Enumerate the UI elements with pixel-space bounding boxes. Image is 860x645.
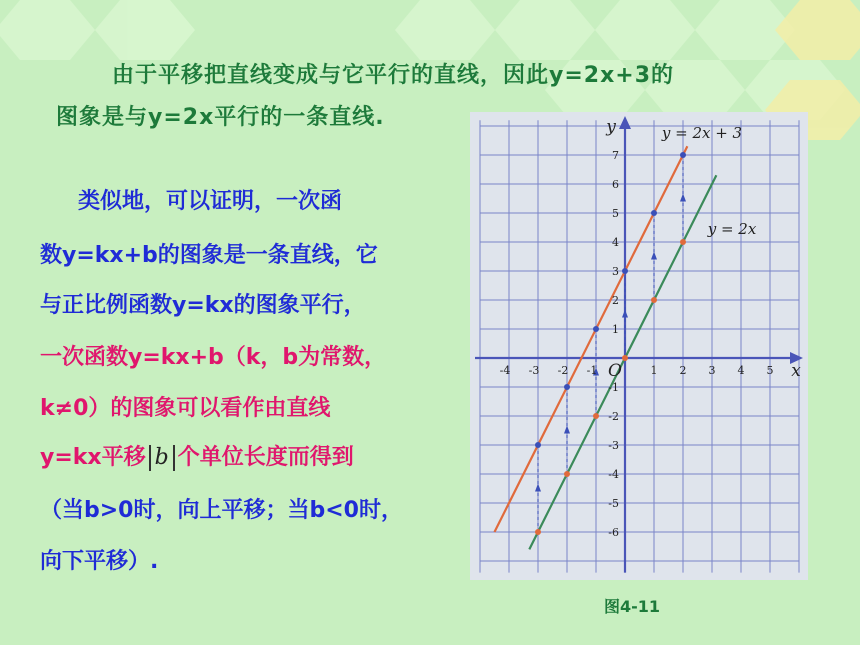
origin-label: O [608,361,622,381]
y-tick-label: 2 [612,294,619,307]
x-tick-label: -2 [557,364,569,377]
point-on-line2 [622,355,628,361]
paragraph-2-line-4: 一次函数y=kx+b（k，b为常数， [40,345,387,370]
function-graph-figure [470,112,808,580]
point-on-line2 [593,413,599,419]
point-on-line1 [651,210,657,216]
y-tick-label: -6 [608,526,619,539]
paragraph-2-line-1: 类似地，可以证明，一次函 [78,189,343,214]
y-tick-label: 4 [612,236,619,249]
x-tick-label: -3 [528,364,540,377]
y-tick-label: -3 [608,439,619,452]
line2-label: y = 2x [707,220,757,238]
paragraph-1-line-1: 由于平移把直线变成与它平行的直线，因此y=2x+3的 [112,63,675,88]
paragraph-2-line-7: （当b>0时，向上平移；当b<0时， [40,498,403,523]
figure-paper [470,112,808,580]
point-on-line2 [680,239,686,245]
y-tick-label: 5 [612,207,619,220]
y-axis-label: y [606,117,616,137]
abs-b-symbol: b [149,445,175,471]
x-tick-label: 4 [737,364,745,377]
x-tick-label: 5 [766,364,774,377]
x-tick-label: 3 [708,364,716,377]
paragraph-2-line-5: k≠0）的图象可以看作由直线 [40,396,331,421]
point-on-line2 [564,471,570,477]
y-tick-label: -2 [608,410,619,423]
y-tick-label: 1 [612,323,619,336]
x-tick-label: 1 [650,364,658,377]
y-tick-label: -4 [608,468,619,481]
point-on-line1 [593,326,599,332]
point-on-line1 [535,442,541,448]
paragraph-2-line-8: 向下平移）. [40,549,159,574]
line1-label: y = 2x + 3 [661,124,743,142]
x-tick-label: 2 [679,364,687,377]
paragraph-2-line-3: 与正比例函数y=kx的图象平行， [40,293,366,318]
x-tick-label: -1 [586,364,598,377]
paragraph-1-line-2: 图象是与y=2x平行的一条直线. [56,105,385,130]
line-6-text-c: 个单位长度而得到 [177,445,354,470]
y-tick-label: 7 [612,149,619,162]
line-6-text-a: y=kx平移 [40,445,146,470]
y-tick-label: 6 [612,178,619,191]
x-axis-label: x [791,361,801,381]
y-tick-label: -5 [608,497,619,510]
point-on-line2 [651,297,657,303]
point-on-line1 [564,384,570,390]
x-tick-label: -4 [499,364,511,377]
y-tick-label: -1 [608,381,619,394]
figure-caption: 图4-11 [604,597,661,616]
y-tick-label: 3 [612,265,619,278]
paragraph-2-line-2: 数y=kx+b的图象是一条直线，它 [40,243,378,268]
point-on-line1 [622,268,628,274]
paragraph-2-line-6 [40,440,354,471]
point-on-line2 [535,529,541,535]
point-on-line1 [680,152,686,158]
